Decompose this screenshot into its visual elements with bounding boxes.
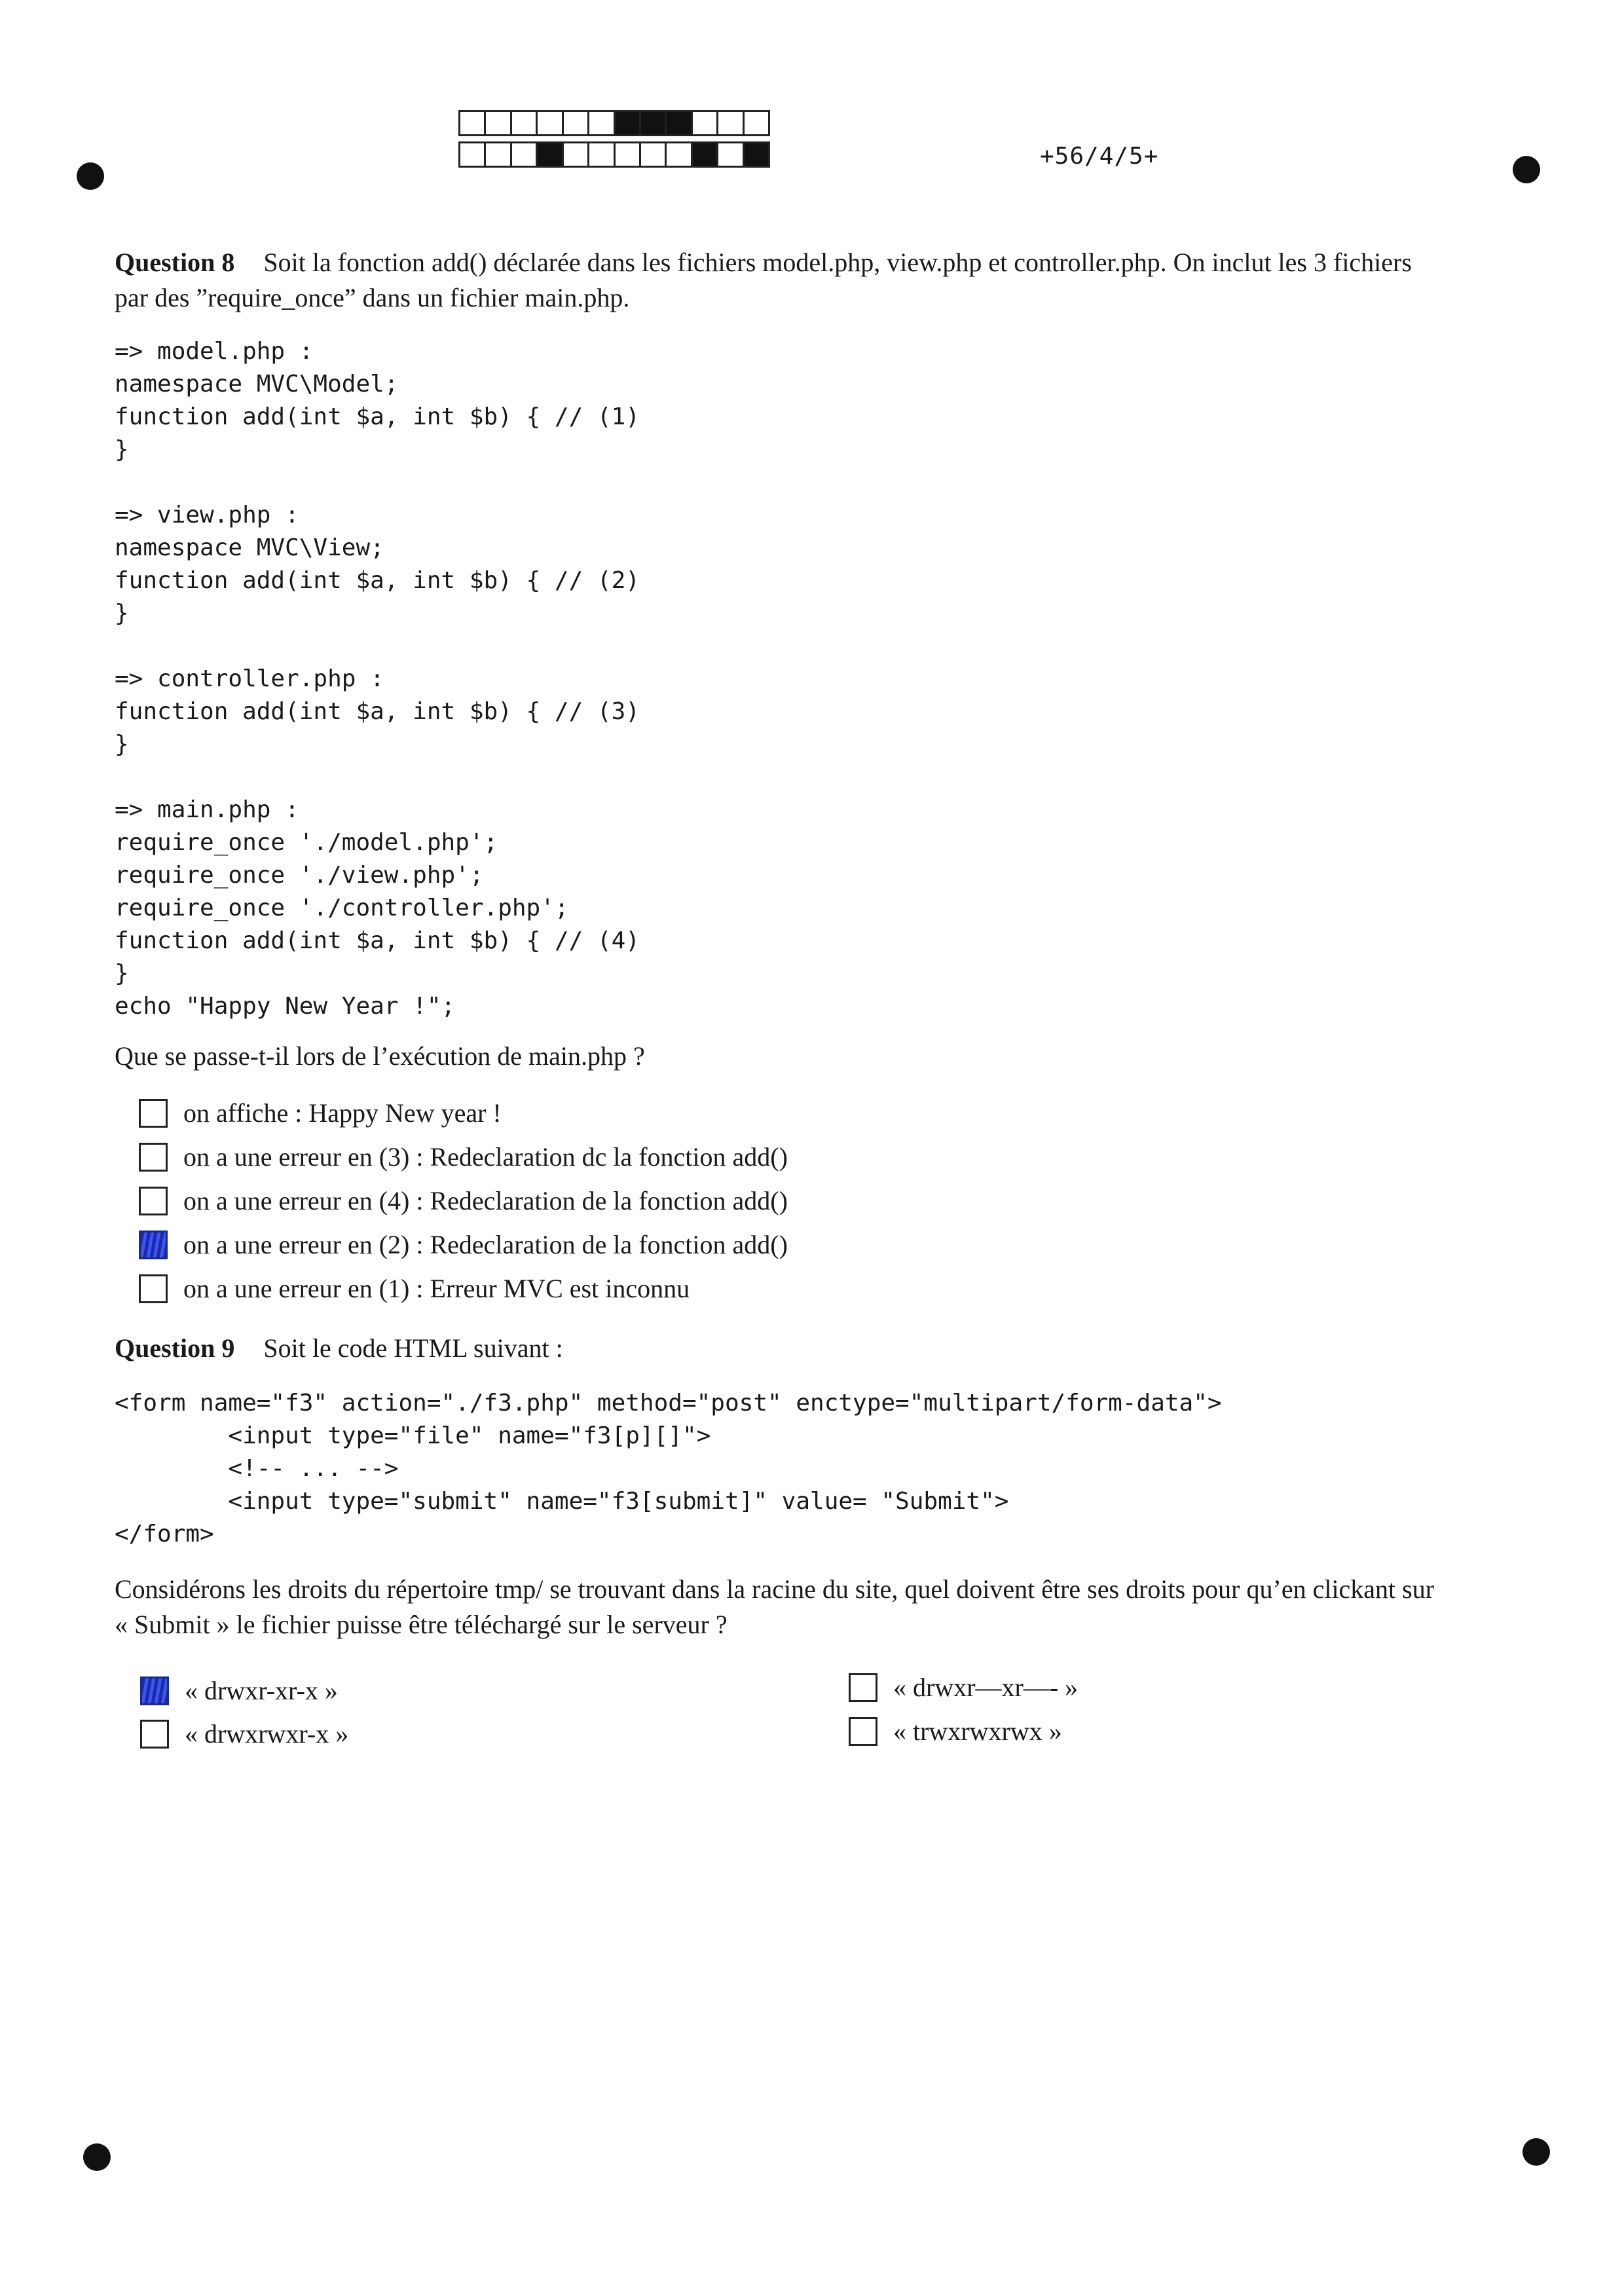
code-line: function add(int $a, int $b) { // (4): [115, 927, 640, 954]
answer-label: on affiche : Happy New year !: [183, 1098, 502, 1128]
code-line: <input type="file" name="f3[p][]">: [115, 1422, 711, 1449]
question-9-prompt-line-2: « Submit » le fichier puisse être téléchargé sur le serveur ?: [115, 1610, 728, 1639]
barcode-cell: [589, 143, 615, 166]
code-line: => main.php :: [115, 796, 299, 823]
code-line: [115, 630, 640, 663]
checkbox[interactable]: [849, 1673, 877, 1702]
answer-option[interactable]: [139, 1185, 788, 1216]
answer-label: « drwxr-xr-x »: [185, 1676, 338, 1705]
barcode-cell: [486, 112, 511, 134]
barcode-cell: [538, 143, 563, 166]
question-8-text-continued: par des ”require_once” dans un fichier main.php.: [115, 283, 630, 312]
answer-label: on a une erreur en (3) : Redeclaration dc la fonction add(): [183, 1142, 788, 1172]
barcode-cell: [538, 112, 563, 134]
answer-label: on a une erreur en (1) : Erreur MVC est inconnu: [183, 1274, 690, 1303]
question-text: Soit la fonction add() déclarée dans les fichiers model.php, view.php et controller.php. On inclut les 3 fichiers: [263, 248, 1412, 277]
checkbox-checked[interactable]: [140, 1676, 169, 1705]
checkbox[interactable]: [849, 1717, 877, 1746]
barcode-cell: [512, 112, 538, 134]
answer-label: « drwxrwxr-x »: [185, 1719, 349, 1749]
barcode-bottom-row: [458, 141, 770, 168]
question-number: Question 8: [115, 248, 235, 277]
answer-option[interactable]: [139, 1141, 788, 1172]
barcode-top-row: [458, 110, 770, 136]
checkbox[interactable]: [139, 1143, 168, 1172]
code-line: </form>: [115, 1521, 214, 1547]
code-line: namespace MVC\Model;: [115, 371, 399, 398]
question-9-prompt-line-1: Considérons les droits du répertoire tmp/ se trouvant dans la racine du site, quel doivent être ses droits pour qu’en clickant sur: [115, 1574, 1435, 1604]
answer-label: « trwxrwxrwx »: [893, 1716, 1062, 1746]
barcode-cell: [486, 143, 511, 166]
question-number: Question 9: [115, 1333, 235, 1363]
barcode-cell: [641, 112, 667, 134]
answer-label: on a une erreur en (2) : Redeclaration de la fonction add(): [183, 1230, 788, 1259]
barcode-cell: [667, 112, 692, 134]
barcode-cell: [460, 143, 486, 166]
question-text: Soit le code HTML suivant :: [263, 1333, 563, 1363]
code-line: <!-- ... -->: [115, 1455, 399, 1482]
question-9-heading: [115, 1331, 563, 1366]
answer-option[interactable]: [139, 1098, 502, 1128]
code-line: [115, 761, 640, 794]
question-8-prompt: Que se passe-t-il lors de l’exécution de main.php ?: [115, 1041, 645, 1071]
barcode-cell: [616, 112, 641, 134]
registration-mark-bottom-right: [1522, 2138, 1550, 2166]
barcode-cell: [616, 143, 641, 166]
code-line: require_once './model.php';: [115, 829, 498, 856]
code-line: <input type="submit" name="f3[submit]" value= "Submit">: [115, 1488, 1009, 1515]
barcode-cell: [718, 112, 744, 134]
registration-mark-bottom-left: [83, 2143, 111, 2171]
code-line: [115, 466, 640, 499]
code-line: echo "Happy New Year !";: [115, 993, 456, 1020]
barcode-cell: [641, 143, 667, 166]
barcode-cell: [589, 112, 615, 134]
question-9-code-block: [115, 1387, 1222, 1551]
barcode-cell: [693, 112, 718, 134]
code-line: }: [115, 960, 129, 987]
registration-mark-top-left: [77, 162, 104, 190]
code-line: => controller.php :: [115, 665, 384, 692]
barcode-cell: [460, 112, 486, 134]
barcode-cell: [745, 143, 768, 166]
code-line: => model.php :: [115, 338, 314, 365]
code-line: }: [115, 731, 129, 758]
code-line: function add(int $a, int $b) { // (1): [115, 403, 640, 430]
code-line: }: [115, 600, 129, 627]
code-line: }: [115, 436, 129, 463]
code-line: namespace MVC\View;: [115, 534, 384, 561]
barcode-cell: [564, 112, 589, 134]
barcode-cell: [564, 143, 589, 166]
registration-mark-top-right: [1513, 156, 1540, 183]
checkbox[interactable]: [139, 1274, 168, 1303]
answer-option[interactable]: [140, 1718, 348, 1749]
barcode-cell: [693, 143, 718, 166]
code-line: require_once './view.php';: [115, 862, 484, 889]
answer-label: « drwxr—xr—- »: [893, 1673, 1079, 1702]
answer-option[interactable]: [139, 1273, 690, 1304]
barcode-cell: [512, 143, 538, 166]
answer-option[interactable]: [140, 1675, 338, 1706]
checkbox[interactable]: [139, 1187, 168, 1215]
checkbox-checked[interactable]: [139, 1231, 168, 1259]
page-identifier: +56/4/5+: [1040, 143, 1159, 170]
barcode-cell: [745, 112, 768, 134]
answer-option[interactable]: [849, 1672, 1078, 1703]
question-8-code-block: [115, 335, 640, 1023]
barcode-cell: [667, 143, 692, 166]
answer-label: on a une erreur en (4) : Redeclaration de la fonction add(): [183, 1186, 788, 1215]
checkbox[interactable]: [139, 1099, 168, 1128]
code-line: function add(int $a, int $b) { // (2): [115, 567, 640, 594]
code-line: require_once './controller.php';: [115, 895, 569, 921]
code-line: function add(int $a, int $b) { // (3): [115, 698, 640, 725]
checkbox[interactable]: [140, 1720, 169, 1749]
barcode-cell: [718, 143, 744, 166]
answer-option[interactable]: [139, 1229, 788, 1260]
code-line: <form name="f3" action="./f3.php" method="post" enctype="multipart/form-data">: [115, 1390, 1222, 1416]
question-8-heading: [115, 245, 1412, 280]
answer-option[interactable]: [849, 1716, 1062, 1747]
code-line: => view.php :: [115, 502, 299, 528]
